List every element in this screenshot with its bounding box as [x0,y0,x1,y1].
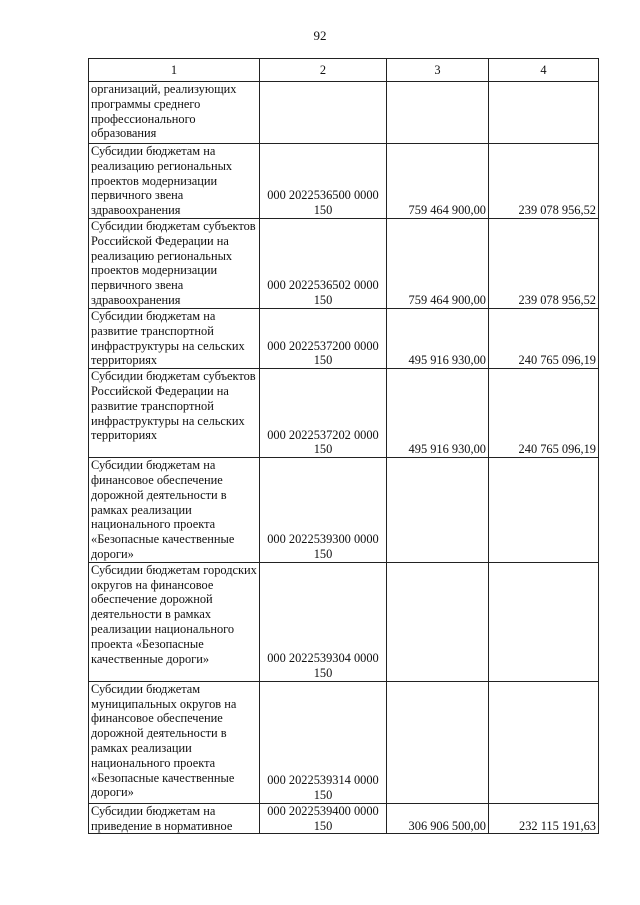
amount-plan: 495 916 930,00 [387,308,489,368]
row-name: Субсидии бюджетам субъектов Российской Федерации на развитие транспортной инфраструктуры на сельских территориях [89,369,260,458]
code-main: 000 2022539300 0000 [267,532,379,547]
code-main: 000 2022539314 0000 [267,773,379,788]
amount-fact: 240 765 096,19 [489,369,599,458]
code-suffix: 150 [313,787,333,802]
row-name: Субсидии бюджетам на приведение в нормативное [89,803,260,834]
header-row [89,59,599,82]
table-row [89,144,599,219]
amount-plan: 759 464 900,00 [387,144,489,219]
row-code [260,218,387,308]
amount-plan: 306 906 500,00 [387,803,489,834]
amount-fact [489,458,599,563]
row-code [260,458,387,563]
amount-plan: 495 916 930,00 [387,369,489,458]
code-main: 000 2022536500 0000 [267,188,379,203]
row-code [260,681,387,803]
row-name: организаций, реализующих программы среднего профессионального образования [89,82,260,144]
row-name: Субсидии бюджетам на реализацию региональных проектов модернизации первичного звена здравоохранения [89,144,260,219]
row-code [260,562,387,681]
table-row [89,681,599,803]
header-cell-3: 3 [387,59,489,82]
amount-fact [489,681,599,803]
amount-plan: 759 464 900,00 [387,218,489,308]
code-main: 000 2022537202 0000 [267,427,379,442]
budget-table [88,58,599,834]
code-main: 000 2022537200 0000 [267,338,379,353]
row-name: Субсидии бюджетам муниципальных округов на финансовое обеспечение дорожной деятельности в рамках реализации национального проекта «Безопасные качественные дороги» [89,681,260,803]
row-code [260,82,387,144]
amount-plan [387,82,489,144]
table-row [89,369,599,458]
amount-fact [489,562,599,681]
row-code [260,369,387,458]
table-row [89,803,599,834]
amount-fact: 239 078 956,52 [489,218,599,308]
page-number: 92 [313,28,327,43]
code-suffix: 150 [313,665,333,680]
row-code [260,308,387,368]
table-row [89,308,599,368]
table-row [89,218,599,308]
code-suffix: 150 [313,546,333,561]
header-cell-2: 2 [260,59,387,82]
table-row [89,458,599,563]
amount-plan [387,458,489,563]
row-code [260,144,387,219]
amount-fact: 239 078 956,52 [489,144,599,219]
amount-plan [387,562,489,681]
row-name: Субсидии бюджетам на развитие транспортной инфраструктуры на сельских территориях [89,308,260,368]
table-row [89,562,599,681]
code-suffix: 150 [313,203,333,218]
code-main: 000 2022539304 0000 [267,651,379,666]
amount-fact [489,82,599,144]
header-cell-4: 4 [489,59,599,82]
code-suffix: 150 [313,353,333,368]
row-name: Субсидии бюджетам на финансовое обеспечение дорожной деятельности в рамках реализации национального проекта «Безопасные качественные дороги» [89,458,260,563]
amount-fact: 232 115 191,63 [489,803,599,834]
table-row [89,82,599,144]
code-main: 000 2022539400 0000 [267,803,379,818]
row-name: Субсидии бюджетам городских округов на финансовое обеспечение дорожной деятельности в рамках реализации национального проекта «Безопасные качественные дороги» [89,562,260,681]
row-code [260,803,387,834]
code-main: 000 2022536502 0000 [267,278,379,293]
header-cell-1: 1 [89,59,260,82]
code-suffix: 150 [313,818,333,833]
amount-plan [387,681,489,803]
amount-fact: 240 765 096,19 [489,308,599,368]
row-name: Субсидии бюджетам субъектов Российской Федерации на реализацию региональных проектов модернизации первичного звена здравоохранения [89,218,260,308]
code-suffix: 150 [313,442,333,457]
code-suffix: 150 [313,293,333,308]
